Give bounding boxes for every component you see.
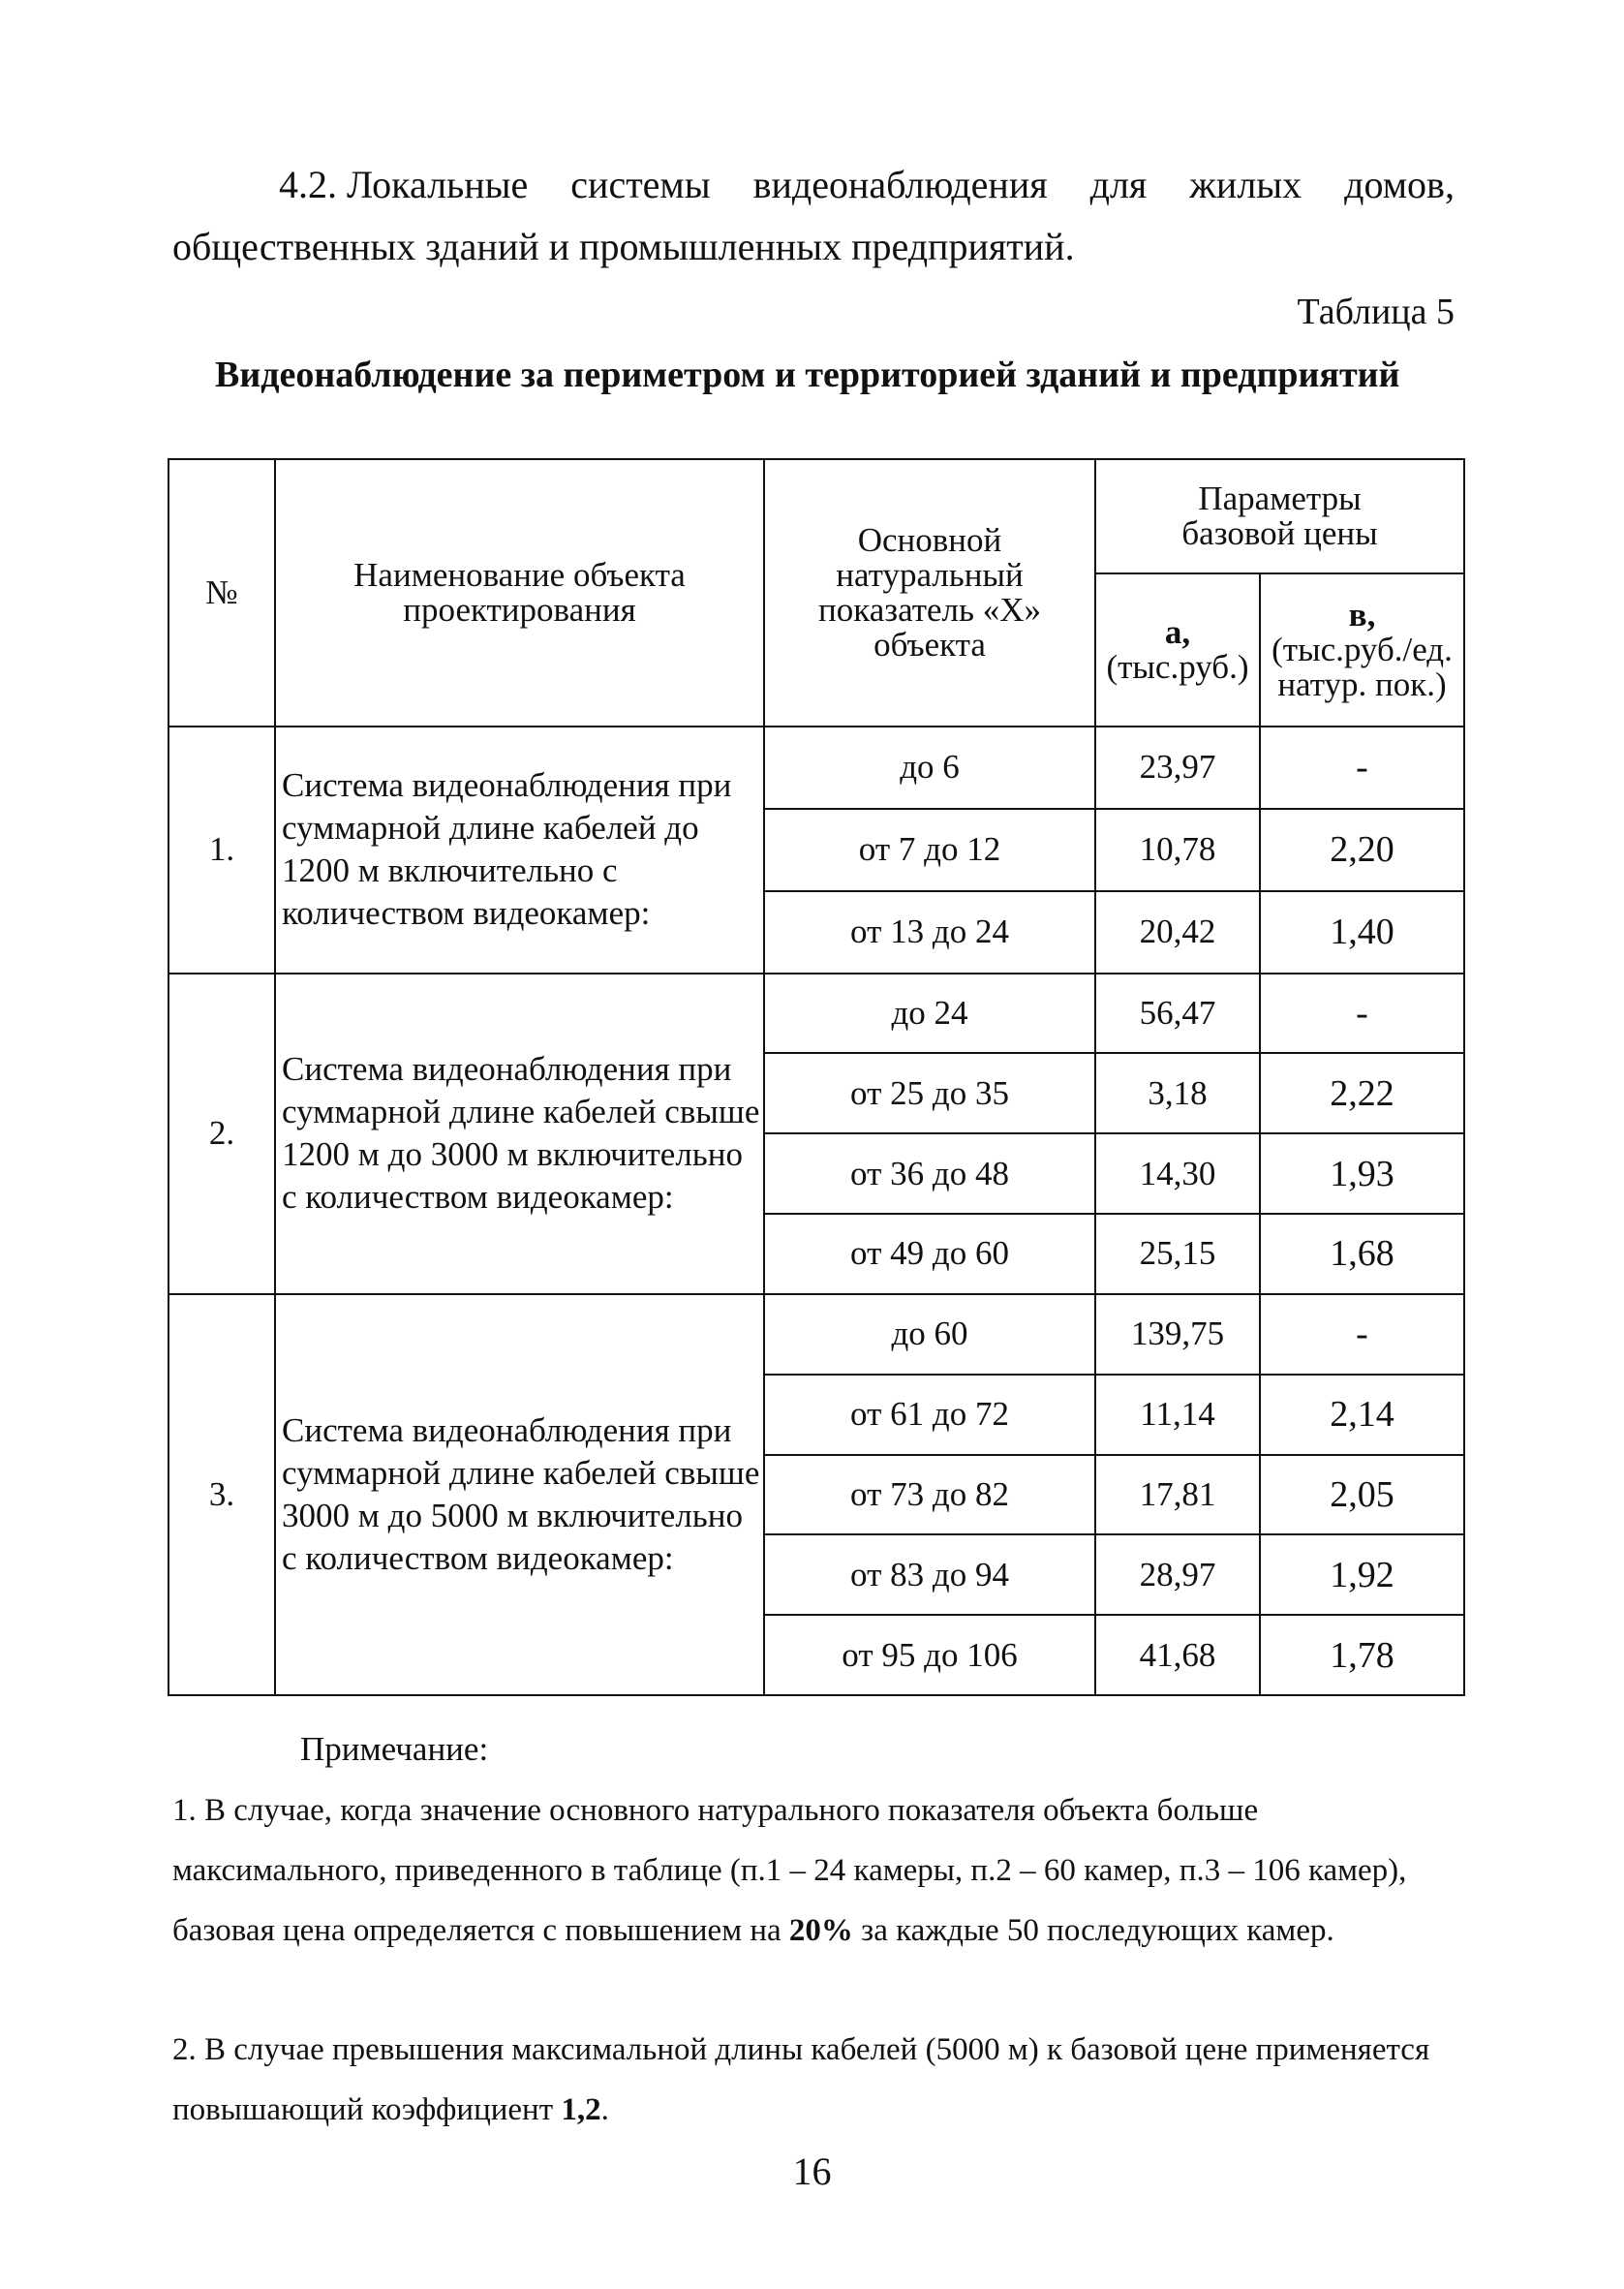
param-a-value: 14,30 bbox=[1095, 1133, 1260, 1214]
row-number: 2. bbox=[169, 974, 275, 1294]
indicator-value: от 83 до 94 bbox=[764, 1534, 1095, 1615]
note-1-end: за каждые 50 последующих камер. bbox=[852, 1913, 1334, 1948]
header-param-a bbox=[1095, 573, 1260, 727]
param-a-value: 28,97 bbox=[1095, 1534, 1260, 1615]
param-b-value: 1,40 bbox=[1260, 891, 1464, 974]
note-2-end: . bbox=[600, 2092, 609, 2127]
table-row bbox=[169, 974, 1464, 1054]
param-b-value: 2,05 bbox=[1260, 1455, 1464, 1535]
heading-word: 4.2. Локальные bbox=[279, 163, 529, 206]
header-price-params bbox=[1095, 459, 1464, 573]
param-b-value: - bbox=[1260, 1294, 1464, 1375]
heading-word: жилых bbox=[1189, 163, 1302, 206]
object-name: Система видеонаблюдения при суммарной длине кабелей до 1200 м включительно с количеством видеокамер: bbox=[275, 727, 764, 974]
heading-word: видеонаблюдения bbox=[752, 163, 1048, 206]
indicator-value: от 49 до 60 bbox=[764, 1214, 1095, 1294]
param-b-value: - bbox=[1260, 727, 1464, 809]
param-b-value: - bbox=[1260, 974, 1464, 1054]
indicator-value: от 7 до 12 bbox=[764, 809, 1095, 891]
param-a-value: 41,68 bbox=[1095, 1615, 1260, 1695]
param-b-value: 2,14 bbox=[1260, 1375, 1464, 1455]
header-object-name bbox=[275, 459, 764, 727]
param-b-value: 2,22 bbox=[1260, 1053, 1464, 1133]
indicator-value: от 25 до 35 bbox=[764, 1053, 1095, 1133]
indicator-value: от 95 до 106 bbox=[764, 1615, 1095, 1695]
indicator-value: до 24 bbox=[764, 974, 1095, 1054]
param-a-value: 17,81 bbox=[1095, 1455, 1260, 1535]
header-param-b-unit: (тыс.руб./ед. натур. пок.) bbox=[1272, 631, 1453, 703]
param-b-value: 2,20 bbox=[1260, 809, 1464, 891]
param-a-value: 3,18 bbox=[1095, 1053, 1260, 1133]
header-param-a-letter: а, bbox=[1164, 613, 1191, 651]
param-b-value: 1,92 bbox=[1260, 1534, 1464, 1615]
note-1-emphasis: 20% bbox=[788, 1913, 853, 1948]
param-a-value: 25,15 bbox=[1095, 1214, 1260, 1294]
table-title: Видеонаблюдение за периметром и территорией зданий и предприятий bbox=[215, 355, 1400, 395]
param-a-value: 10,78 bbox=[1095, 809, 1260, 891]
param-a-value: 11,14 bbox=[1095, 1375, 1260, 1455]
param-b-value: 1,78 bbox=[1260, 1615, 1464, 1695]
header-param-b-letter: в, bbox=[1348, 596, 1376, 634]
indicator-value: от 13 до 24 bbox=[764, 891, 1095, 974]
header-indicator bbox=[764, 459, 1095, 727]
indicator-value: до 60 bbox=[764, 1294, 1095, 1375]
heading-word: для bbox=[1089, 163, 1148, 206]
page-number: 16 bbox=[792, 2150, 832, 2193]
row-number: 1. bbox=[169, 727, 275, 974]
indicator-value: от 73 до 82 bbox=[764, 1455, 1095, 1535]
param-b-value: 1,68 bbox=[1260, 1214, 1464, 1294]
table-row bbox=[169, 727, 1464, 809]
header-param-b bbox=[1260, 573, 1464, 727]
section-heading-line1 bbox=[279, 155, 1455, 215]
param-b-value: 1,93 bbox=[1260, 1133, 1464, 1214]
header-number: № bbox=[169, 459, 275, 727]
indicator-value: до 6 bbox=[764, 727, 1095, 809]
indicator-value: от 36 до 48 bbox=[764, 1133, 1095, 1214]
table-row bbox=[169, 1294, 1464, 1375]
heading-word: домов, bbox=[1344, 163, 1455, 206]
header-price-params-text: Параметры базовой цены bbox=[1181, 479, 1378, 552]
note-label: Примечание: bbox=[300, 1730, 489, 1768]
object-name: Система видеонаблюдения при суммарной длине кабелей свыше 1200 м до 3000 м включительно с количеством видеокамер: bbox=[275, 974, 764, 1294]
price-table bbox=[168, 458, 1465, 1696]
note-2-text: 2. В случае превышения максимальной длины кабелей (5000 м) к базовой цене применяется повышающий коэффициент bbox=[172, 2032, 1430, 2127]
param-a-value: 56,47 bbox=[1095, 974, 1260, 1054]
note-2-emphasis: 1,2 bbox=[561, 2092, 601, 2127]
param-a-value: 23,97 bbox=[1095, 727, 1260, 809]
header-param-a-unit: (тыс.руб.) bbox=[1106, 648, 1249, 686]
header-object-name-text: Наименование объекта проектирования bbox=[353, 556, 686, 629]
object-name: Система видеонаблюдения при суммарной длине кабелей свыше 3000 м до 5000 м включительно с количеством видеокамер: bbox=[275, 1294, 764, 1695]
note-2 bbox=[172, 2020, 1455, 2140]
table-label: Таблица 5 bbox=[1297, 292, 1455, 332]
note-1-text: 1. В случае, когда значение основного натурального показателя объекта больше максимального, приведенного в таблице (п.1 – 24 камеры, п.2 – 60 камер, п.3 – 106 камер), базовая цена определяется с повышением на bbox=[172, 1793, 1407, 1948]
header-indicator-text: Основной натуральный показатель «Х» объекта bbox=[818, 521, 1041, 664]
heading-word: системы bbox=[570, 163, 711, 206]
param-a-value: 139,75 bbox=[1095, 1294, 1260, 1375]
indicator-value: от 61 до 72 bbox=[764, 1375, 1095, 1455]
section-heading-line2: общественных зданий и промышленных предприятий. bbox=[172, 225, 1075, 268]
row-number: 3. bbox=[169, 1294, 275, 1695]
param-a-value: 20,42 bbox=[1095, 891, 1260, 974]
note-1 bbox=[172, 1780, 1455, 1961]
